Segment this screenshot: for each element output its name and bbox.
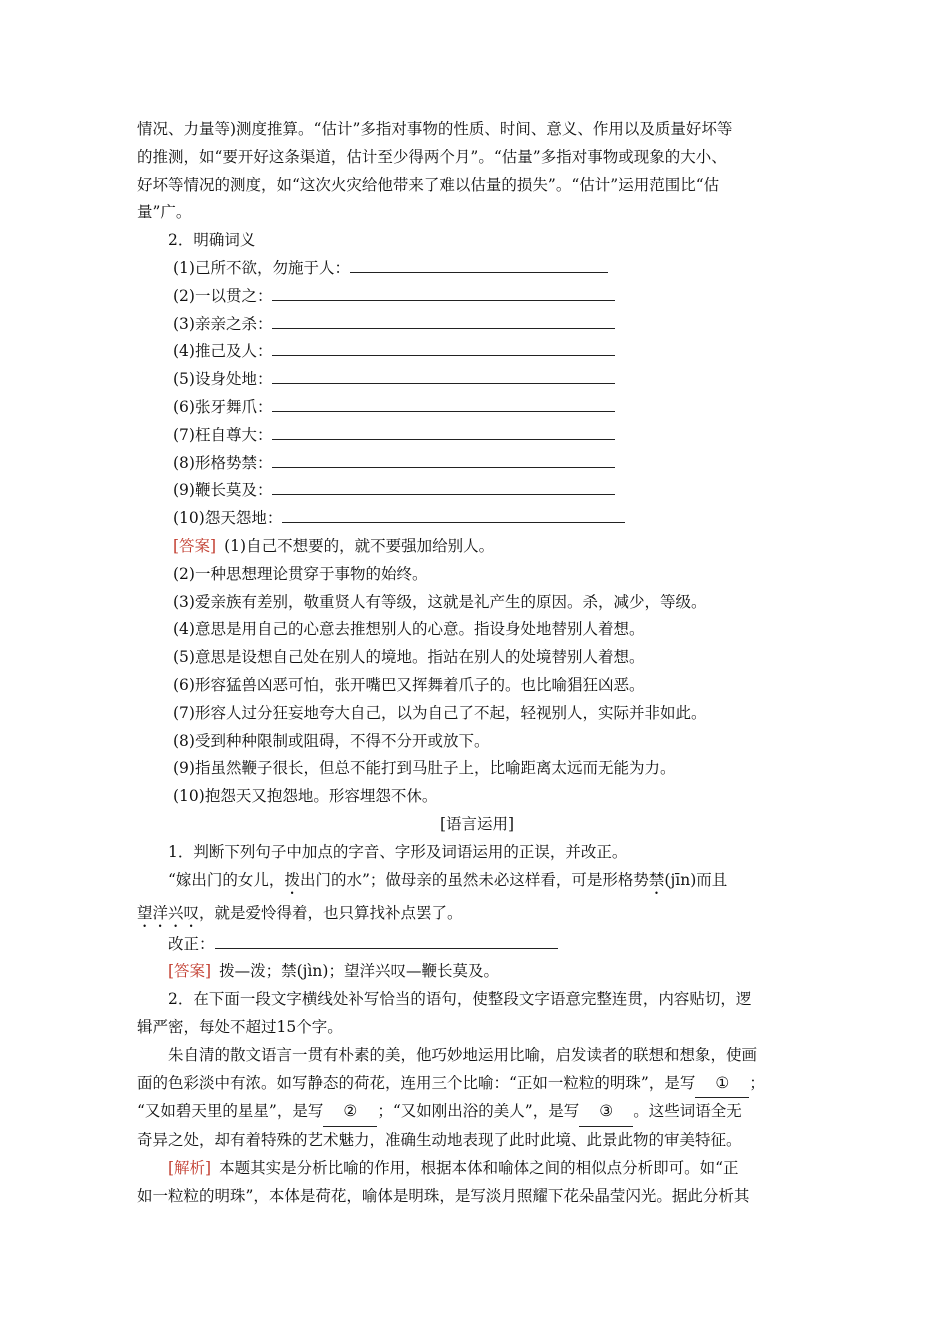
answer-line: (6)形容猛兽凶恶可怕，张开嘴巴又挥舞着爪子的。也比喻猖狂凶恶。 (173, 675, 645, 694)
vocab-item: (4)推己及人： (137, 338, 817, 366)
answer-blank[interactable] (272, 396, 615, 412)
q2-paragraph: “又如碧天里的星星”，是写 ② ；“又如刚出浴的美人”，是写 ③ 。这些词语全无 (137, 1098, 817, 1127)
intro-line: 情况、力量等)测度推算。“估计”多指对事物的性质、时间、意义、作用以及质量好坏等 (137, 120, 733, 138)
answer-line: (10)抱怨天又抱怨地。形容埋怨不休。 (173, 787, 438, 806)
fill-blank-3[interactable]: ③ (579, 1098, 633, 1127)
dotted-char: 禁 (648, 870, 665, 889)
answer-blank[interactable] (282, 507, 625, 523)
vocab-item: (10)怨天怨地： (137, 505, 817, 533)
fill-blank-2[interactable]: ② (323, 1098, 377, 1127)
q2-prompt: 2．在下面一段文字横线处补写恰当的语句，使整段文字语意完整连贯，内容贴切，逻 (168, 990, 752, 1009)
q2-paragraph: 朱自清的散文语言一贯有朴素的美，他巧妙地运用比喻，启发读者的联想和想象，使画 (168, 1045, 758, 1064)
q1-fix: 改正： (137, 931, 817, 959)
analysis-tag: [解析] (168, 1158, 212, 1177)
document-body (137, 116, 817, 1210)
answer-line: (4)意思是用自己的心意去推想别人的心意。指设身处地替别人着想。 (173, 620, 645, 639)
answer-blank[interactable] (272, 479, 615, 495)
answer-line: (3)爱亲族有差别，敬重贤人有等级，这就是礼产生的原因。杀，减少，等级。 (173, 592, 707, 611)
answer-blank[interactable] (272, 285, 615, 301)
q1-sentence: 望洋兴叹，就是爱怜得着，也只算找补点罢了。 (137, 903, 463, 922)
dotted-phrase: 望洋兴叹 (137, 903, 200, 922)
fill-blank-1[interactable]: ① (695, 1070, 749, 1099)
answer-blank[interactable] (350, 257, 608, 273)
analysis-line: 如一粒粒的明珠”，本体是荷花，喻体是明珠，是写淡月照耀下花朵晶莹闪光。据此分析其 (137, 1186, 750, 1205)
q2-prompt: 辑严密，每处不超过15个字。 (137, 1017, 343, 1036)
vocab-item: (6)张牙舞爪： (137, 394, 817, 422)
answer-blank[interactable] (272, 368, 615, 384)
vocab-item: (8)形格势禁： (137, 450, 817, 478)
q2-paragraph: 奇异之处，却有着特殊的艺术魅力，准确生动地表现了此时此境、此景此物的审美特征。 (137, 1131, 742, 1150)
vocab-item: (5)设身处地： (137, 366, 817, 394)
fix-blank[interactable] (215, 933, 558, 949)
section2-title: 2．明确词义 (168, 231, 256, 250)
dotted-char: 拨 (284, 870, 300, 889)
answer-blank[interactable] (272, 424, 615, 440)
answer-blank[interactable] (272, 452, 615, 468)
answer-line: (2)一种思想理论贯穿于事物的始终。 (173, 564, 428, 583)
vocab-item: (2)一以贯之： (137, 283, 817, 311)
intro-line: 量”广。 (137, 203, 192, 222)
analysis-line: [解析] 本题其实是分析比喻的作用，根据本体和喻体之间的相似点分析即可。如“正 (168, 1158, 739, 1177)
answer-blank[interactable] (272, 340, 615, 356)
answer-line: (7)形容人过分狂妄地夸大自己，以为自己了不起，轻视别人，实际并非如此。 (173, 703, 707, 722)
answer-line: (5)意思是设想自己处在别人的境地。指站在别人的处境替别人着想。 (173, 648, 645, 667)
vocab-item: (3)亲亲之杀： (137, 311, 817, 339)
intro-line: 的推测，如“要开好这条渠道，估计至少得两个月”。“估量”多指对事物或现象的大小、 (137, 147, 727, 166)
answer-line: [答案] (1)自己不想要的，就不要强加给别人。 (173, 536, 495, 555)
q2-paragraph: 面的色彩淡中有浓。如写静态的荷花，连用三个比喻：“正如一粒粒的明珠”，是写 ① ； (137, 1070, 817, 1099)
vocab-item: (7)枉自尊大： (137, 422, 817, 450)
q1-sentence: “嫁出门的女儿，拨出门的水”；做母亲的虽然未必这样看，可是形格势禁(jīn)而且 (168, 870, 728, 889)
vocab-item: (1)己所不欲，勿施于人： (137, 255, 817, 283)
answer-tag: [答案] (173, 536, 217, 555)
section-heading: [语言运用] (439, 814, 515, 833)
answer-line: (9)指虽然鞭子很长，但总不能打到马肚子上，比喻距离太远而无能为力。 (173, 759, 676, 778)
intro-line: 好坏等情况的测度，如“这次火灾给他带来了难以估量的损失”。“估计”运用范围比“估 (137, 175, 720, 194)
q1-prompt: 1．判断下列句子中加点的字音、字形及词语运用的正误，并改正。 (168, 842, 628, 861)
vocab-item: (9)鞭长莫及： (137, 477, 817, 505)
q1-answer: [答案] 拨—泼；禁(jìn)；望洋兴叹—鞭长莫及。 (168, 962, 499, 981)
answer-tag: [答案] (168, 962, 212, 981)
answer-blank[interactable] (272, 313, 615, 329)
answer-line: (8)受到种种限制或阻碍，不得不分开或放下。 (173, 731, 490, 750)
